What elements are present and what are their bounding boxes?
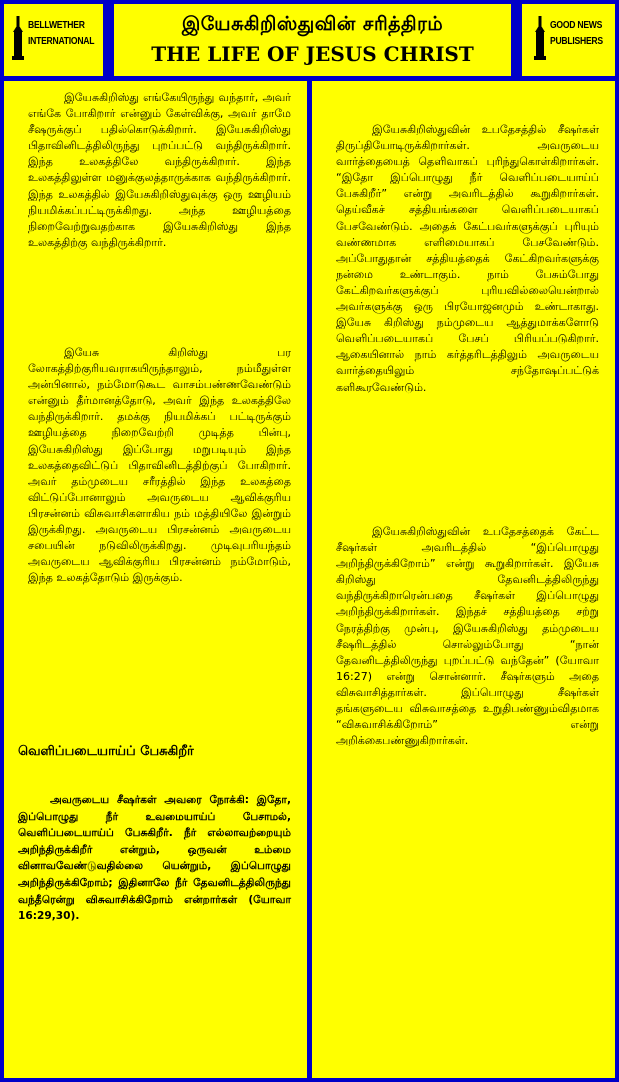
bellwether-logo: [4, 4, 103, 76]
left-paragraph-1: இயேசுகிறிஸ்து எங்கேயிருந்து வந்தார், அவர் எங்கே போகிறார் என்னும் கேள்விக்கு, அவர் தாமே சீஷருக்குப் பதில்கொடுக்கிறார். இயேசுகிறிஸ்து பிதாவினிடத்திலிருந்து புறப்பட்டு வந்திருக்கிறார். இந்த உலகத்திலே வந்திருக்கிறார். இந்த உலகத்திலுள்ள மனுக்குலத்தாருக்காக வந்திருக்கிறார். இந்த உலகத்தில் இயேசுகிறிஸ்துவுக்கு ஒரு ஊழியம் நியமிக்கப்பட்டிருக்கிறது. அந்த ஊழியத்தை நிறைவேற்றுவதற்காக இயேசுகிறிஸ்து இந்த உலகத்திற்கு வந்திருக்கிறார்.: [28, 91, 291, 249]
good-news-logo-box: [522, 4, 615, 76]
good-news-logo-line2: PUBLISHERS: [550, 36, 603, 47]
right-column: [312, 81, 615, 1078]
good-news-logo: [522, 4, 615, 76]
left-column: [4, 81, 307, 1078]
right-paragraph-1: இயேசுகிறிஸ்துவின் உபதேசத்தில் சீஷர்கள் திருப்தியோடிருக்கிறார்கள். அவருடைய வார்த்தையைத் தெளிவாகப் புரிந்துகொள்கிறார்கள். “இதோ இப்பொழுது நீர் வெளிப்படையாய்ப் பேசுகிறீர்” என்று அவரிடத்தில் கூறுகிறார்கள். தெய்வீகச் சத்தியங்களை வெளிப்படையாகப் பேசவேண்டும். அதைக் கேட்பவர்களுக்குப் புரியும் வண்ணமாக எளிமையாகப் பேசவேண்டும். அப்போதுதான் சத்தியத்தைக் கேட்கிறவர்களுக்கு நன்மை உண்டாகும். நாம் பேசும்போது கேட்கிறவர்களுக்குப் புரியவில்லையென்றால் அவர்களுக்கு ஒரு பிரயோஜனமும் உண்டாகாது. இயேசு கிறிஸ்து நம்முடைய ஆத்துமாக்களோடு வெளிப்படையாகப் பேசப் பிரியப்படுகிறார். ஆகையினால் நாம் கர்த்தரிடத்திலும் அவருடைய வார்த்தையிலும் சந்தோஷப்பட்டுக் களிகூரவேண்டும்.: [336, 123, 599, 394]
page-title-tamil: இயேசுகிறிஸ்துவின் சரித்திரம்: [181, 13, 444, 35]
bell-tower-icon: [534, 16, 546, 62]
page-title-english: THE LIFE OF JESUS CHRIST: [151, 42, 474, 66]
right-paragraph-2: இயேசுகிறிஸ்துவின் உபதேசத்தைக் கேட்ட சீஷர்கள் அவரிடத்தில் “இப்பொழுது அறிந்திருக்கிறோம்” என்று கூறுகிறார்கள். இயேசு கிறிஸ்து தேவனிடத்திலிருந்து வந்திருக்கிறாரென்பதை சீஷர்கள் இப்பொழுது அறிந்திருக்கிறார்கள். இந்தச் சத்தியத்தை சற்று நேரத்திற்கு முன்பு, இயேசுகிறிஸ்து தம்முடைய சீஷரிடத்தில் சொல்லும்போது “நான் தேவனிடத்திலிருந்து புறப்பட்டு வந்தேன்” (யோவா 16:27) என்று சொன்னார். சீஷர்களும் அதை விசுவாசித்தார்கள். இப்பொழுது சீஷர்கள் தங்களுடைய விசுவாசத்தை உறுதிபண்ணும்விதமாக “விசுவாசிக்கிறோம்” என்று அறிக்கைபண்ணுகிறார்கள்.: [336, 525, 599, 748]
bell-tower-icon: [12, 16, 24, 62]
title-box: [114, 4, 511, 76]
good-news-logo-line1: GOOD NEWS: [550, 20, 603, 31]
bellwether-logo-text: [28, 18, 94, 50]
bellwether-logo-box: [4, 4, 103, 76]
section-heading: வெளிப்படையாய்ப் பேசுகிறீர்: [18, 744, 194, 759]
good-news-logo-text: [550, 18, 603, 50]
bellwether-logo-line2: INTERNATIONAL: [28, 36, 95, 47]
bellwether-logo-line1: BELLWETHER: [28, 20, 85, 31]
scripture-quote: அவருடைய சீஷர்கள் அவரை நோக்கி: இதோ, இப்பொழுது நீர் உவமையாய்ப் பேசாமல், வெளிப்படையாய்ப் பேசுகிறீர். நீர் எல்லாவற்றையும் அறிந்திருக்கிறீர் என்றும், ஒருவன் உம்மை வினாவவேண்டுவதில்லை யென்றும், இப்பொழுது அறிந்திருக்கிறோம்; இதினாலே நீர் தேவனிடத்திலிருந்து வந்தீரென்று விசுவாசிக்கிறோம் என்றார்கள் (யோவா 16:29,30).: [18, 794, 291, 923]
left-paragraph-2: இயேசு கிறிஸ்து பர லோகத்திற்குரியவராகயிருந்தாலும், நம்மீதுள்ள அன்பினால், நம்மோடுகூட வாசம்பண்ணவேண்டும் என்னும் தீர்மானத்தோடு, அவர் இந்த உலகத்திலே வந்திருக்கிறார். தமக்கு நியமிக்கப் பட்டிருக்கும் ஊழியத்தை நிறைவேற்றி முடித்த பின்பு, இயேசுகிறிஸ்து இப்போது மறுபடியும் இந்த உலகத்தைவிட்டுப் பிதாவினிடத்திற்குப் போகிறார். அவர் தம்முடைய சரீரத்தில் இந்த உலகத்தை விட்டுப்போனாலும் அவருடைய ஆவிக்குரிய பிரசன்னம் விசுவாசிகளாகிய நம் மத்தியிலே இன்றும் இருக்கிறது. அவருடைய பிரசன்னம் அவருடைய சபையின் நடுவிலிருக்கிறது. முடிவுபரியந்தம் அவருடைய ஆவிக்குரிய பிரசன்னம் நம்மோடும், இந்த உலகத்தோடும் இருக்கும்.: [28, 346, 291, 585]
